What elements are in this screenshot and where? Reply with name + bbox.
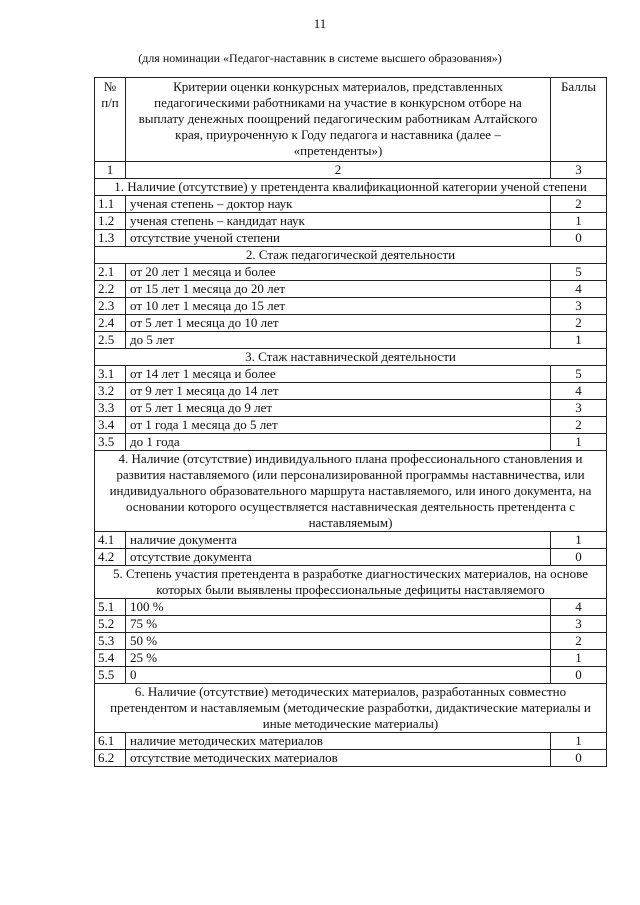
row-number: 4.2 [95,549,126,566]
table-row [95,616,607,633]
row-number: 1.1 [95,196,126,213]
row-criterion: до 1 года [126,434,551,451]
section-title: 5. Степень участия претендента в разработке диагностических материалов, на основе которых были выявлены профессиональные дефициты наставляемого [95,566,607,599]
table-row [95,298,607,315]
row-score: 1 [551,650,607,667]
table-header-row [95,78,607,162]
table-row [95,733,607,750]
row-criterion: от 14 лет 1 месяца и более [126,366,551,383]
column-number-2: 2 [126,162,551,179]
row-criterion: 0 [126,667,551,684]
table-row [95,264,607,281]
row-score: 2 [551,196,607,213]
table-row [95,383,607,400]
row-criterion: отсутствие документа [126,549,551,566]
row-number: 1.2 [95,213,126,230]
row-number: 2.1 [95,264,126,281]
row-score: 4 [551,281,607,298]
row-number: 3.2 [95,383,126,400]
row-criterion: 50 % [126,633,551,650]
row-criterion: от 5 лет 1 месяца до 10 лет [126,315,551,332]
header-num: № п/п [95,78,126,162]
table-row [95,633,607,650]
row-score: 4 [551,383,607,400]
row-score: 0 [551,750,607,767]
table-row [95,281,607,298]
table-row [95,667,607,684]
row-criterion: наличие методических материалов [126,733,551,750]
table-row [95,332,607,349]
table-row [95,549,607,566]
row-score: 1 [551,532,607,549]
criteria-table [94,77,607,767]
row-criterion: ученая степень – доктор наук [126,196,551,213]
nomination-subtitle: (для номинации «Педагог-наставник в системе высшего образования») [138,51,502,65]
row-score: 0 [551,667,607,684]
row-score: 3 [551,400,607,417]
table-row [95,532,607,549]
section-title-row [95,451,607,532]
row-number: 2.5 [95,332,126,349]
row-score: 4 [551,599,607,616]
row-score: 5 [551,264,607,281]
section-title-row [95,684,607,733]
row-criterion: от 5 лет 1 месяца до 9 лет [126,400,551,417]
table-row [95,315,607,332]
table-row [95,213,607,230]
row-score: 3 [551,298,607,315]
row-score: 1 [551,213,607,230]
table-row [95,417,607,434]
table-row [95,750,607,767]
row-number: 6.1 [95,733,126,750]
row-number: 3.1 [95,366,126,383]
row-criterion: от 20 лет 1 месяца и более [126,264,551,281]
section-title-row [95,247,607,264]
row-number: 4.1 [95,532,126,549]
section-title-row [95,349,607,366]
row-score: 2 [551,633,607,650]
row-criterion: от 1 года 1 месяца до 5 лет [126,417,551,434]
table-row [95,230,607,247]
section-title: 3. Стаж наставнической деятельности [95,349,607,366]
section-title: 6. Наличие (отсутствие) методических материалов, разработанных совместно претендентом и наставляемым (методические разработки, дидактические материалы и иные методические материалы) [95,684,607,733]
row-number: 5.1 [95,599,126,616]
row-number: 5.3 [95,633,126,650]
row-score: 3 [551,616,607,633]
row-number: 2.2 [95,281,126,298]
row-score: 0 [551,549,607,566]
row-number: 5.4 [95,650,126,667]
section-title-row [95,179,607,196]
row-criterion: от 9 лет 1 месяца до 14 лет [126,383,551,400]
row-score: 1 [551,332,607,349]
row-number: 1.3 [95,230,126,247]
row-criterion: от 10 лет 1 месяца до 15 лет [126,298,551,315]
row-number: 5.5 [95,667,126,684]
row-number: 5.2 [95,616,126,633]
row-score: 0 [551,230,607,247]
page-number: 11 [313,16,327,31]
row-criterion: наличие документа [126,532,551,549]
row-number: 3.5 [95,434,126,451]
row-criterion: от 15 лет 1 месяца до 20 лет [126,281,551,298]
row-criterion: 25 % [126,650,551,667]
row-criterion: 75 % [126,616,551,633]
table-row [95,434,607,451]
row-score: 1 [551,434,607,451]
column-number-row [95,162,607,179]
row-criterion: до 5 лет [126,332,551,349]
table-body [95,179,607,767]
column-number-1: 1 [95,162,126,179]
row-number: 3.4 [95,417,126,434]
row-number: 2.4 [95,315,126,332]
section-title: 1. Наличие (отсутствие) у претендента квалификационной категории ученой степени [95,179,607,196]
row-criterion: ученая степень – кандидат наук [126,213,551,230]
row-score: 2 [551,417,607,434]
table-row [95,650,607,667]
row-score: 2 [551,315,607,332]
row-criterion: 100 % [126,599,551,616]
section-title: 4. Наличие (отсутствие) индивидуального плана профессионального становления и развития наставляемого (или персонализированной программы наставничества, или индивидуального образовательного маршрута наставляемого, или иного документа, на основании которого осуществляется наставническая деятельность претендента с наставляемым) [95,451,607,532]
section-title-row [95,566,607,599]
column-number-3: 3 [551,162,607,179]
table-row [95,366,607,383]
row-number: 6.2 [95,750,126,767]
row-criterion: отсутствие ученой степени [126,230,551,247]
table-row [95,400,607,417]
row-score: 5 [551,366,607,383]
header-criteria: Критерии оценки конкурсных материалов, представленных педагогическими работниками на участие в конкурсном отборе на выплату денежных поощрений педагогическим работникам Алтайского края, приуроченную к Году педагога и наставника (далее – «претенденты») [126,78,551,162]
table-row [95,196,607,213]
row-score: 1 [551,733,607,750]
header-score: Баллы [551,78,607,162]
row-number: 3.3 [95,400,126,417]
section-title: 2. Стаж педагогической деятельности [95,247,607,264]
table-row [95,599,607,616]
row-number: 2.3 [95,298,126,315]
row-criterion: отсутствие методических материалов [126,750,551,767]
